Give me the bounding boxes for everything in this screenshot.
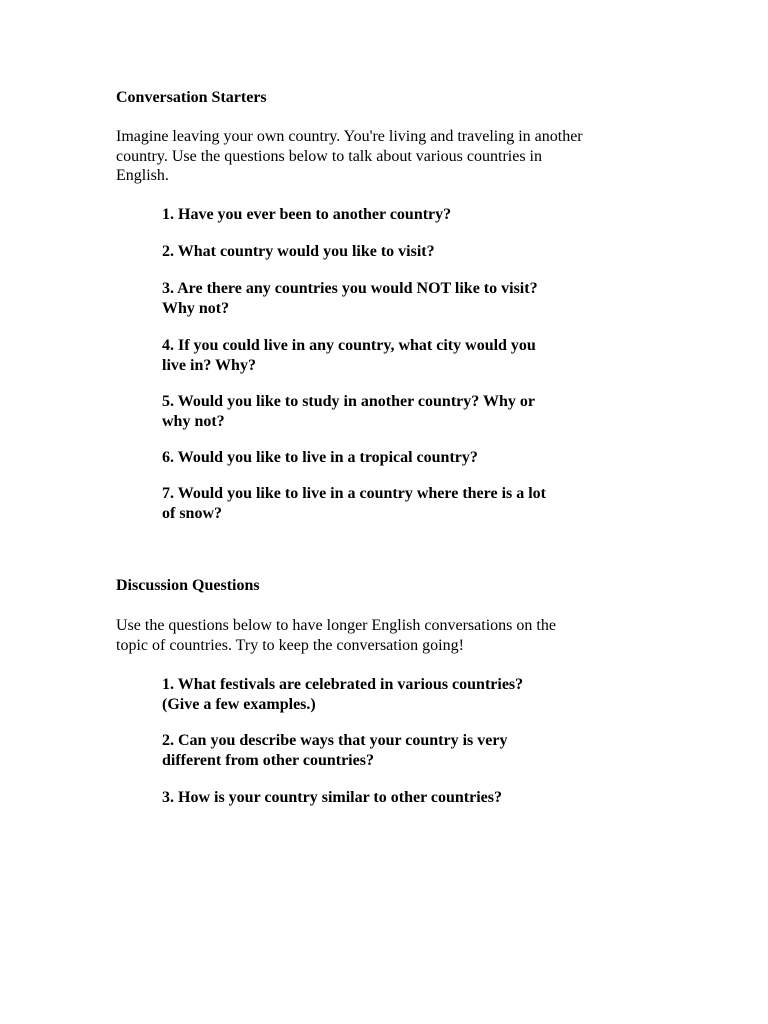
question-line: 5. Would you like to study in another country? Why or [162,393,535,410]
question-line: 1. What festivals are celebrated in various countries? [162,676,524,693]
question-item [162,731,612,770]
question-item [162,392,612,431]
section-intro-conversation-starters [116,127,656,186]
question-item [162,242,612,262]
question-line: Why not? [162,299,230,317]
intro-line: English. [116,167,169,184]
question-line: why not? [162,412,225,430]
question-item [162,448,612,468]
intro-line: Imagine leaving your own country. You're living and traveling in another [116,128,583,145]
section-title-discussion-questions: Discussion Questions [116,577,260,594]
question-line: 4. If you could live in any country, what city would you [162,337,536,354]
question-item [162,205,612,225]
question-line: 2. Can you describe ways that your country is very [162,732,508,749]
question-line: (Give a few examples.) [162,695,316,713]
intro-line: Use the questions below to have longer English conversations on the [116,617,556,634]
question-line: 6. Would you like to live in a tropical country? [162,449,478,466]
question-line: live in? Why? [162,356,256,374]
question-line: different from other countries? [162,751,374,769]
question-item [162,279,612,318]
question-line: 1. Have you ever been to another country? [162,206,452,223]
question-item [162,484,612,523]
question-item [162,336,612,375]
question-line: 3. How is your country similar to other countries? [162,789,502,806]
question-line: 3. Are there any countries you would NOT like to visit? [162,280,538,297]
intro-line: country. Use the questions below to talk about various countries in [116,147,542,165]
question-item [162,788,612,808]
section-title-conversation-starters: Conversation Starters [116,89,267,106]
question-line: 7. Would you like to live in a country where there is a lot [162,485,547,502]
question-line: of snow? [162,504,223,522]
section-intro-discussion-questions [116,616,656,655]
question-item [162,675,612,714]
question-line: 2. What country would you like to visit? [162,243,435,260]
intro-line: topic of countries. Try to keep the conversation going! [116,636,464,654]
